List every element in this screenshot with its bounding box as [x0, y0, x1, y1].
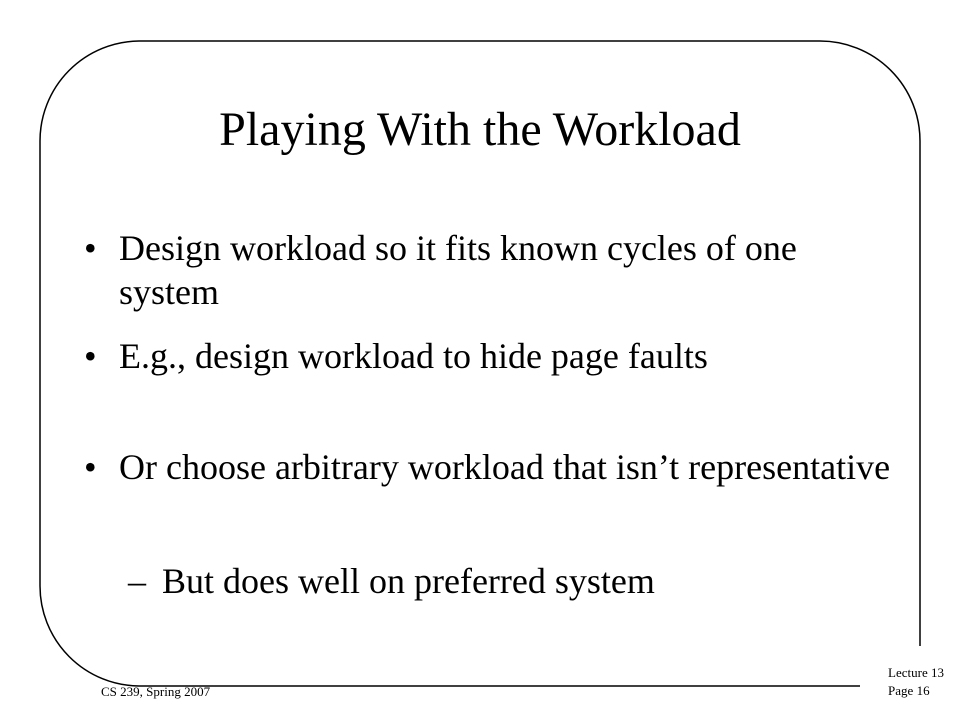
bullet-text: Design workload so it fits known cycles of one system: [119, 228, 797, 312]
bullet-marker: •: [84, 228, 97, 268]
footer-course: CS 239, Spring 2007: [101, 684, 211, 699]
footer-lecture-page: [888, 664, 944, 700]
slide-title: Playing With the Workload: [219, 103, 741, 156]
bullet-text: E.g., design workload to hide page faults: [119, 336, 708, 376]
footer-lecture: Lecture 13: [888, 665, 944, 680]
bullet-marker: •: [84, 447, 97, 487]
bullet-text: Or choose arbitrary workload that isn’t representative: [119, 447, 891, 487]
footer-page: Page 16: [888, 683, 930, 698]
sub-bullet-text: But does well on preferred system: [162, 561, 655, 601]
bullet-marker: •: [84, 336, 97, 376]
sub-bullet-marker: –: [128, 561, 146, 601]
